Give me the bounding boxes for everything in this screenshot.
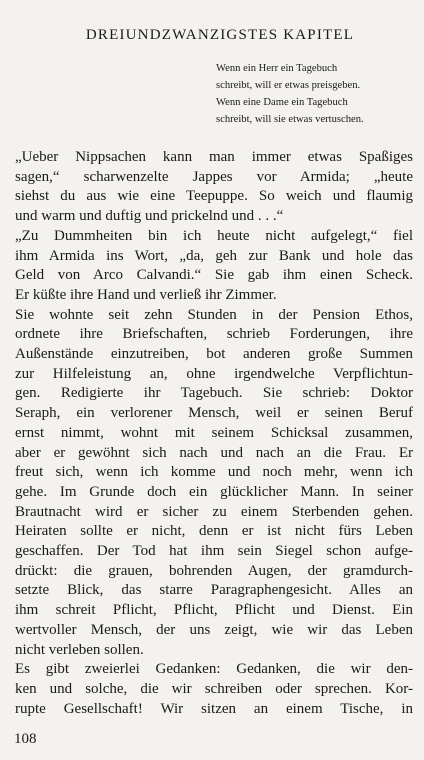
body-text (15, 148, 413, 719)
text-line: Brautnacht wird er sicher zu einem Sterbenden gehen. (15, 503, 413, 520)
epigraph-line: Wenn ein Herr ein Tagebuch (216, 63, 338, 74)
text-line: ordnete ihre Briefschaften, schrieb Forderungen, ihre (15, 326, 413, 343)
text-line: drückt: die grauen, bohrenden Augen, der gramdurch- (15, 562, 413, 579)
text-line: wertvoller Mensch, der uns zeigt, wie wir das Leben (15, 621, 413, 638)
epigraph (216, 60, 412, 128)
text-line: setzte Blick, das starre Paragraphengesicht. Alles an (15, 582, 413, 599)
text-line: Geld von Arco Calvandi.“ Sie gab ihm einen Scheck. (15, 267, 413, 284)
epigraph-line: schreibt, will er etwas preisgeben. (216, 80, 361, 91)
page-number: 108 (14, 731, 37, 747)
text-line: und warm und duftig und prickelnd und . . .“ (15, 208, 284, 225)
text-line: gehe. Im Grunde doch ein glücklicher Mann. In seiner (15, 483, 413, 500)
text-line: Er küßte ihre Hand und verließ ihr Zimmer. (15, 286, 277, 303)
text-line: Außenstände einzutreiben, bot anderen große Summen (15, 346, 413, 363)
text-line: gen. Redigierte ihr Tagebuch. Sie schrieb: Doktor (15, 385, 413, 402)
text-line: ernst nimmt, wohnt mit seinem Schicksal zusammen, (15, 424, 413, 441)
text-line: ken und solche, die wir schreiben oder sprechen. Kor- (15, 680, 413, 697)
text-line: geschaffen. Der Tod hat ihm sein Siegel schon aufge- (15, 543, 413, 560)
text-line: siehst du aus wie eine Teepuppe. So weich und flaumig (15, 188, 413, 205)
text-line: ihm Armida ins Wort, „da, geh zur Bank und hole das (15, 247, 413, 264)
text-line: nicht verleben sollen. (15, 641, 144, 658)
text-line: „Zu Dummheiten bin ich heute nicht aufgelegt,“ fiel (15, 227, 413, 244)
text-line: aber er gewöhnt sich nach und nach an die Frau. Er (15, 444, 413, 461)
text-line: ihm schreit Pflicht, Pflicht, Pflicht und Dienst. Ein (15, 602, 413, 619)
text-line: sagen,“ scharwenzelte Jappes vor Armida; „heute (15, 168, 413, 185)
text-line: Sie wohnte seit zehn Stunden in der Pension Ethos, (15, 306, 413, 323)
text-line: Seraph, ein verlorener Mensch, weil er seinen Beruf (15, 405, 413, 422)
chapter-title: DREIUNDZWANZIGSTES KAPITEL (85, 27, 355, 43)
epigraph-line: Wenn eine Dame ein Tagebuch (216, 97, 348, 108)
text-line: rupte Gesellschaft! Wir sitzen an einem Tische, in (15, 700, 413, 717)
epigraph-line: schreibt, will sie etwas vertuschen. (216, 114, 364, 125)
text-line: „Ueber Nippsachen kann man immer etwas Spaßiges (15, 149, 413, 165)
text-line: zur Hilfeleistung an, ohne irgendwelche Verpflichtun- (15, 365, 413, 382)
text-line: freut sich, wenn ich komme und noch mehr, wenn ich (15, 464, 413, 481)
text-line: Heiraten sollte er nicht, denn er ist nicht fürs Leben (15, 523, 413, 540)
text-line: Es gibt zweierlei Gedanken: Gedanken, die wir den- (15, 661, 413, 678)
